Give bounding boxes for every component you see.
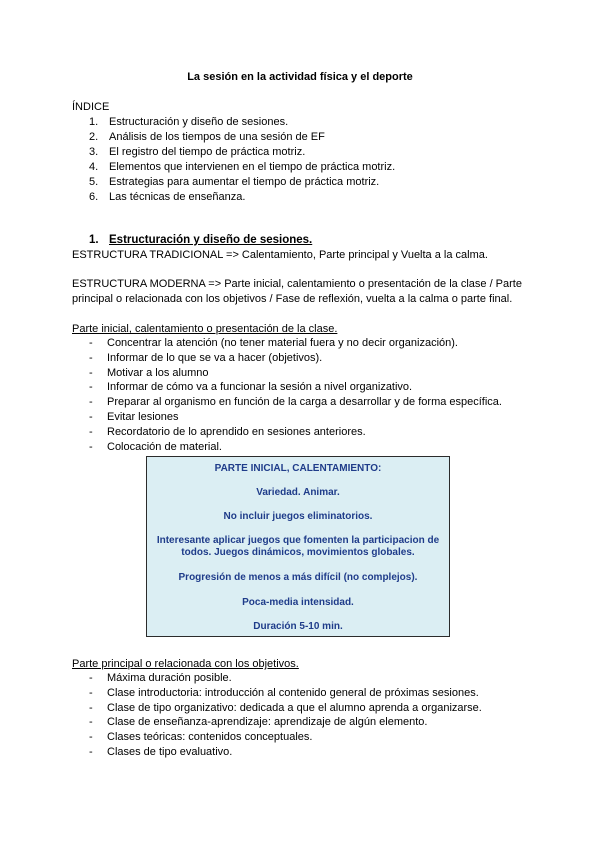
list-item [72,440,502,455]
index-heading: ÍNDICE [72,101,110,113]
list-item-text: Máxima duración posible. [107,672,232,684]
index-item-text: El registro del tiempo de práctica motriz. [109,146,306,158]
dash-marker: - [89,366,93,379]
list-item [72,366,502,381]
list-item-text: Preparar al organismo en función de la carga a desarrollar y de forma específica. [107,396,502,409]
index-item-number: 4. [89,161,99,173]
main-part-heading: Parte principal o relacionada con los objetivos. [72,658,299,670]
dash-marker: - [89,381,93,394]
dash-marker: - [89,686,93,699]
dash-marker: - [89,716,93,729]
index-item-text: Estrategias para aumentar el tiempo de práctica motriz. [109,176,380,188]
list-item [72,730,482,745]
section-title: Estructuración y diseño de sesiones. [109,234,313,246]
box-line: todos. Juegos dinámicos, movimientos globales. [181,547,415,558]
list-item-text: Clase de tipo organizativo: dedicada a que el alumno aprenda a organizarse. [107,701,482,714]
dash-marker: - [89,440,93,453]
dash-marker: - [89,337,93,349]
index-item-text: Estructuración y diseño de sesiones. [109,116,289,128]
index-item-number: 3. [89,146,99,158]
index-item-number: 6. [89,191,99,203]
list-item-text: Colocación de material. [107,440,222,453]
box-line: No incluir juegos eliminatorios. [223,511,373,522]
list-item-text: Concentrar la atención (no tener material fuera y no decir organización). [107,337,458,349]
index-list [72,115,395,205]
traditional-structure: ESTRUCTURA TRADICIONAL => Calentamiento, Parte principal y Vuelta a la calma. [72,249,488,261]
list-item [72,701,482,716]
box-line: Duración 5-10 min. [253,621,343,632]
initial-part-list [72,336,502,454]
list-item [72,715,482,730]
dash-marker: - [89,672,93,684]
index-item [72,190,395,205]
list-item [72,351,502,366]
section-heading [89,233,312,248]
list-item-text: Evitar lesiones [107,410,179,423]
list-item [72,336,502,351]
dash-marker: - [89,425,93,438]
list-item [72,425,502,440]
dash-marker: - [89,731,93,744]
list-item [72,380,502,395]
list-item-text: Informar de cómo va a funcionar la sesión a nivel organizativo. [107,381,413,394]
list-item-text: Clases de tipo evaluativo. [107,745,233,758]
list-item-text: Informar de lo que se va a hacer (objetivos). [107,351,323,364]
warmup-summary-box [146,456,450,637]
list-item-text: Clases teóricas: contenidos conceptuales. [107,731,313,744]
list-item-text: Recordatorio de lo aprendido en sesiones anteriores. [107,425,366,438]
section-number: 1. [89,234,99,246]
list-item-text: Clase introductoria: introducción al contenido general de próximas sesiones. [107,686,479,699]
index-item-text: Análisis de los tiempos de una sesión de EF [109,131,325,143]
index-item-text: Las técnicas de enseñanza. [109,191,246,203]
list-item [72,410,502,425]
box-line: Interesante aplicar juegos que fomenten la participacion de [156,535,440,546]
index-item-number: 1. [89,116,99,128]
index-item [72,175,395,190]
main-part-list [72,671,482,760]
list-item [72,686,482,701]
index-item [72,145,395,160]
modern-structure-line-1: ESTRUCTURA MODERNA => Parte inicial, calentamiento o presentación de la clase / Parte [72,278,522,290]
box-title: PARTE INICIAL, CALENTAMIENTO: [214,463,382,474]
list-item [72,395,502,410]
index-item-number: 2. [89,131,99,143]
list-item-text: Clase de enseñanza-aprendizaje: aprendizaje de algún elemento. [107,716,428,729]
dash-marker: - [89,701,93,714]
document-title: La sesión en la actividad física y el deporte [187,71,413,83]
list-item-text: Motivar a los alumno [107,366,209,379]
modern-structure-line-2: principal o relacionada con los objetivos / Fase de reflexión, vuelta a la calma o parte final. [72,293,513,305]
box-line: Variedad. Animar. [256,487,340,498]
index-item [72,160,395,175]
dash-marker: - [89,745,93,758]
list-item [72,671,482,686]
index-item [72,130,395,145]
box-line: Poca-media intensidad. [242,597,354,608]
index-item [72,115,395,130]
index-item-number: 5. [89,176,99,188]
dash-marker: - [89,351,93,364]
initial-part-heading: Parte inicial, calentamiento o presentación de la clase. [72,323,338,335]
dash-marker: - [89,396,93,409]
dash-marker: - [89,410,93,423]
index-item-text: Elementos que intervienen en el tiempo de práctica motriz. [109,161,396,173]
list-item [72,745,482,760]
box-line: Progresión de menos a más difícil (no complejos). [178,572,418,583]
